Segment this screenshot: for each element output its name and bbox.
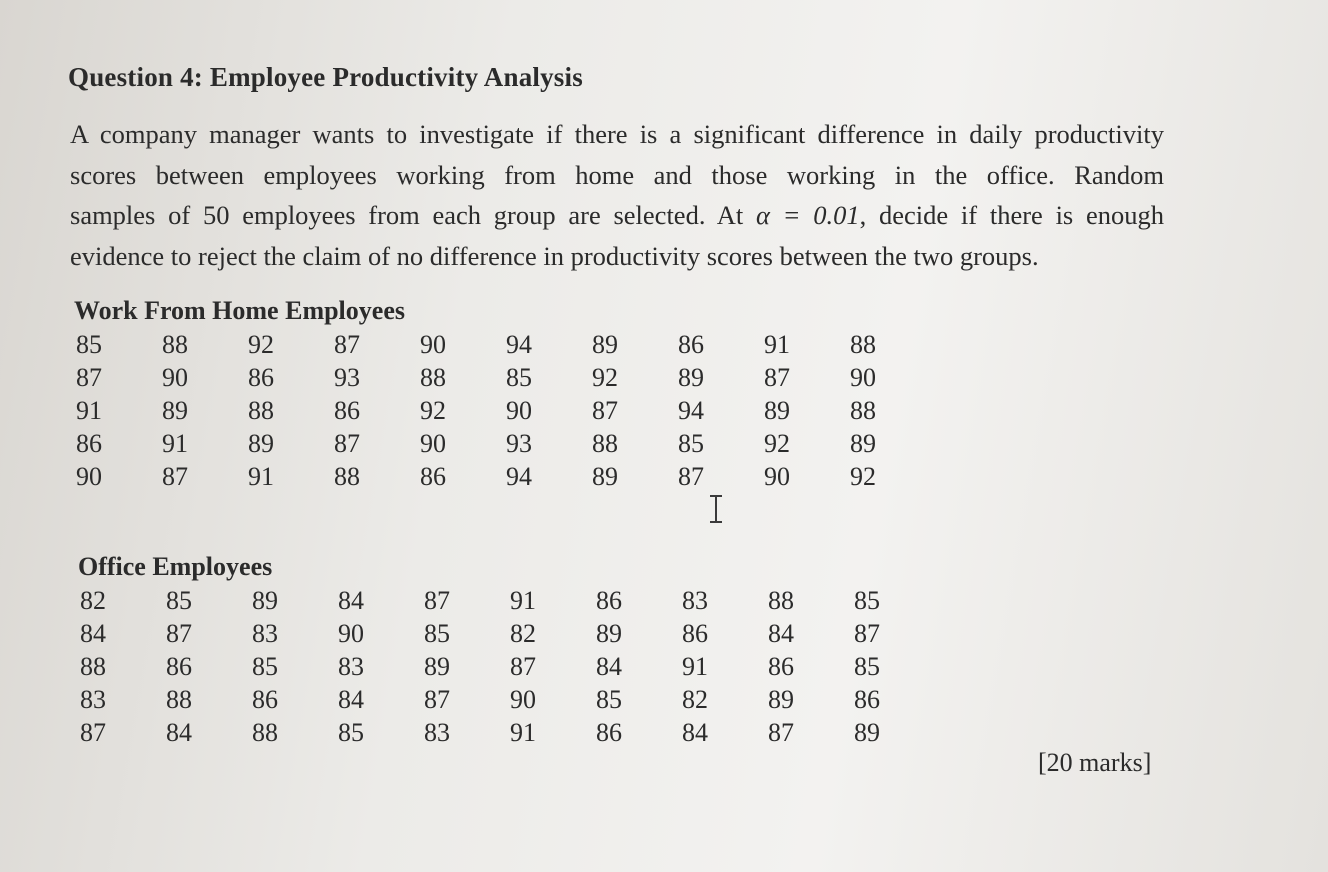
wfh-value: 87: [764, 363, 790, 392]
wfh-value: 93: [506, 429, 532, 458]
office-value: 87: [854, 619, 880, 648]
office-value: 86: [768, 652, 794, 681]
alpha-expression: α = 0.01: [755, 200, 860, 230]
office-value: 85: [252, 652, 278, 681]
office-value: 84: [338, 685, 364, 714]
wfh-value: 91: [76, 396, 102, 425]
office-value: 83: [338, 652, 364, 681]
office-value: 85: [854, 586, 880, 615]
wfh-value: 85: [76, 330, 102, 359]
wfh-value: 87: [678, 462, 704, 491]
office-value: 84: [338, 586, 364, 615]
wfh-value: 90: [850, 363, 876, 392]
paragraph-line-3-end: , decide if there is enough: [859, 200, 1165, 230]
office-row: [80, 652, 900, 685]
office-value: 87: [768, 718, 794, 747]
wfh-value: 86: [76, 429, 102, 458]
office-value: 91: [510, 586, 536, 615]
office-value: 84: [596, 652, 622, 681]
paragraph-line-4: evidence to reject the claim of no difference in productivity scores between the two groups.: [70, 240, 1039, 271]
wfh-value: 86: [678, 330, 704, 359]
office-row: [80, 619, 900, 652]
office-value: 86: [596, 586, 622, 615]
wfh-row: [76, 462, 896, 495]
paragraph-line-1: A company manager wants to investigate if there is a significant difference in daily productivity: [70, 119, 1164, 149]
office-value: 87: [166, 619, 192, 648]
office-value: 82: [682, 685, 708, 714]
wfh-value: 92: [764, 429, 790, 458]
wfh-value: 92: [592, 363, 618, 392]
wfh-value: 88: [420, 363, 446, 392]
wfh-value: 86: [248, 363, 274, 392]
office-value: 87: [424, 586, 450, 615]
office-value: 90: [338, 619, 364, 648]
wfh-value: 90: [506, 396, 532, 425]
office-value: 82: [80, 586, 106, 615]
wfh-row: [76, 363, 896, 396]
wfh-value: 85: [506, 363, 532, 392]
wfh-value: 92: [248, 330, 274, 359]
wfh-value: 91: [162, 429, 188, 458]
office-value: 83: [252, 619, 278, 648]
office-value: 85: [338, 718, 364, 747]
wfh-value: 92: [420, 396, 446, 425]
wfh-value: 89: [248, 429, 274, 458]
wfh-value: 86: [420, 462, 446, 491]
wfh-row: [76, 396, 896, 429]
office-value: 86: [252, 685, 278, 714]
marks-label: [20 marks]: [1038, 748, 1152, 777]
office-value: 83: [80, 685, 106, 714]
wfh-value: 90: [76, 462, 102, 491]
wfh-value: 89: [850, 429, 876, 458]
wfh-row: [76, 429, 896, 462]
paragraph-line-3-start: samples of 50 employees from each group are selected. At: [70, 200, 744, 230]
wfh-value: 85: [678, 429, 704, 458]
wfh-value: 90: [420, 330, 446, 359]
office-value: 85: [854, 652, 880, 681]
office-value: 90: [510, 685, 536, 714]
paragraph-line-2: scores between employees working from home and those working in the office. Random: [70, 159, 1164, 190]
office-value: 86: [596, 718, 622, 747]
office-value: 87: [80, 718, 106, 747]
office-value: 86: [166, 652, 192, 681]
office-value: 89: [596, 619, 622, 648]
office-value: 88: [252, 718, 278, 747]
wfh-value: 87: [162, 462, 188, 491]
wfh-value: 88: [850, 396, 876, 425]
wfh-value: 94: [678, 396, 704, 425]
office-value: 86: [854, 685, 880, 714]
office-value: 88: [166, 685, 192, 714]
office-value: 91: [682, 652, 708, 681]
office-value: 84: [682, 718, 708, 747]
paragraph-line-3: [70, 195, 1164, 236]
office-value: 89: [424, 652, 450, 681]
wfh-value: 87: [592, 396, 618, 425]
office-value: 91: [510, 718, 536, 747]
wfh-value: 89: [162, 396, 188, 425]
office-value: 85: [596, 685, 622, 714]
wfh-value: 88: [248, 396, 274, 425]
office-heading: Office Employees: [78, 552, 273, 581]
office-value: 85: [424, 619, 450, 648]
wfh-value: 91: [248, 462, 274, 491]
text-cursor-icon: [706, 494, 726, 524]
office-value: 84: [768, 619, 794, 648]
wfh-heading: Work From Home Employees: [74, 296, 405, 325]
office-value: 86: [682, 619, 708, 648]
wfh-value: 89: [678, 363, 704, 392]
wfh-value: 88: [334, 462, 360, 491]
wfh-value: 87: [334, 429, 360, 458]
office-value: 89: [252, 586, 278, 615]
wfh-value: 87: [334, 330, 360, 359]
wfh-value: 90: [764, 462, 790, 491]
wfh-value: 92: [850, 462, 876, 491]
office-value: 88: [80, 652, 106, 681]
wfh-value: 89: [592, 330, 618, 359]
wfh-value: 93: [334, 363, 360, 392]
wfh-value: 88: [592, 429, 618, 458]
wfh-value: 90: [420, 429, 446, 458]
office-row: [80, 685, 900, 718]
office-value: 83: [424, 718, 450, 747]
wfh-value: 87: [76, 363, 102, 392]
office-row: [80, 586, 900, 619]
wfh-row: [76, 330, 896, 363]
office-row: [80, 718, 900, 751]
wfh-value: 86: [334, 396, 360, 425]
question-title: Question 4: Employee Productivity Analysis: [68, 62, 583, 92]
wfh-value: 88: [850, 330, 876, 359]
office-value: 89: [854, 718, 880, 747]
wfh-value: 94: [506, 462, 532, 491]
wfh-value: 90: [162, 363, 188, 392]
office-value: 82: [510, 619, 536, 648]
office-value: 89: [768, 685, 794, 714]
office-value: 84: [166, 718, 192, 747]
question-paragraph: [70, 114, 1164, 276]
office-value: 84: [80, 619, 106, 648]
office-value: 88: [768, 586, 794, 615]
wfh-value: 94: [506, 330, 532, 359]
wfh-value: 89: [592, 462, 618, 491]
wfh-value: 91: [764, 330, 790, 359]
office-value: 87: [510, 652, 536, 681]
office-value: 85: [166, 586, 192, 615]
wfh-value: 89: [764, 396, 790, 425]
office-value: 87: [424, 685, 450, 714]
wfh-value: 88: [162, 330, 188, 359]
office-value: 83: [682, 586, 708, 615]
